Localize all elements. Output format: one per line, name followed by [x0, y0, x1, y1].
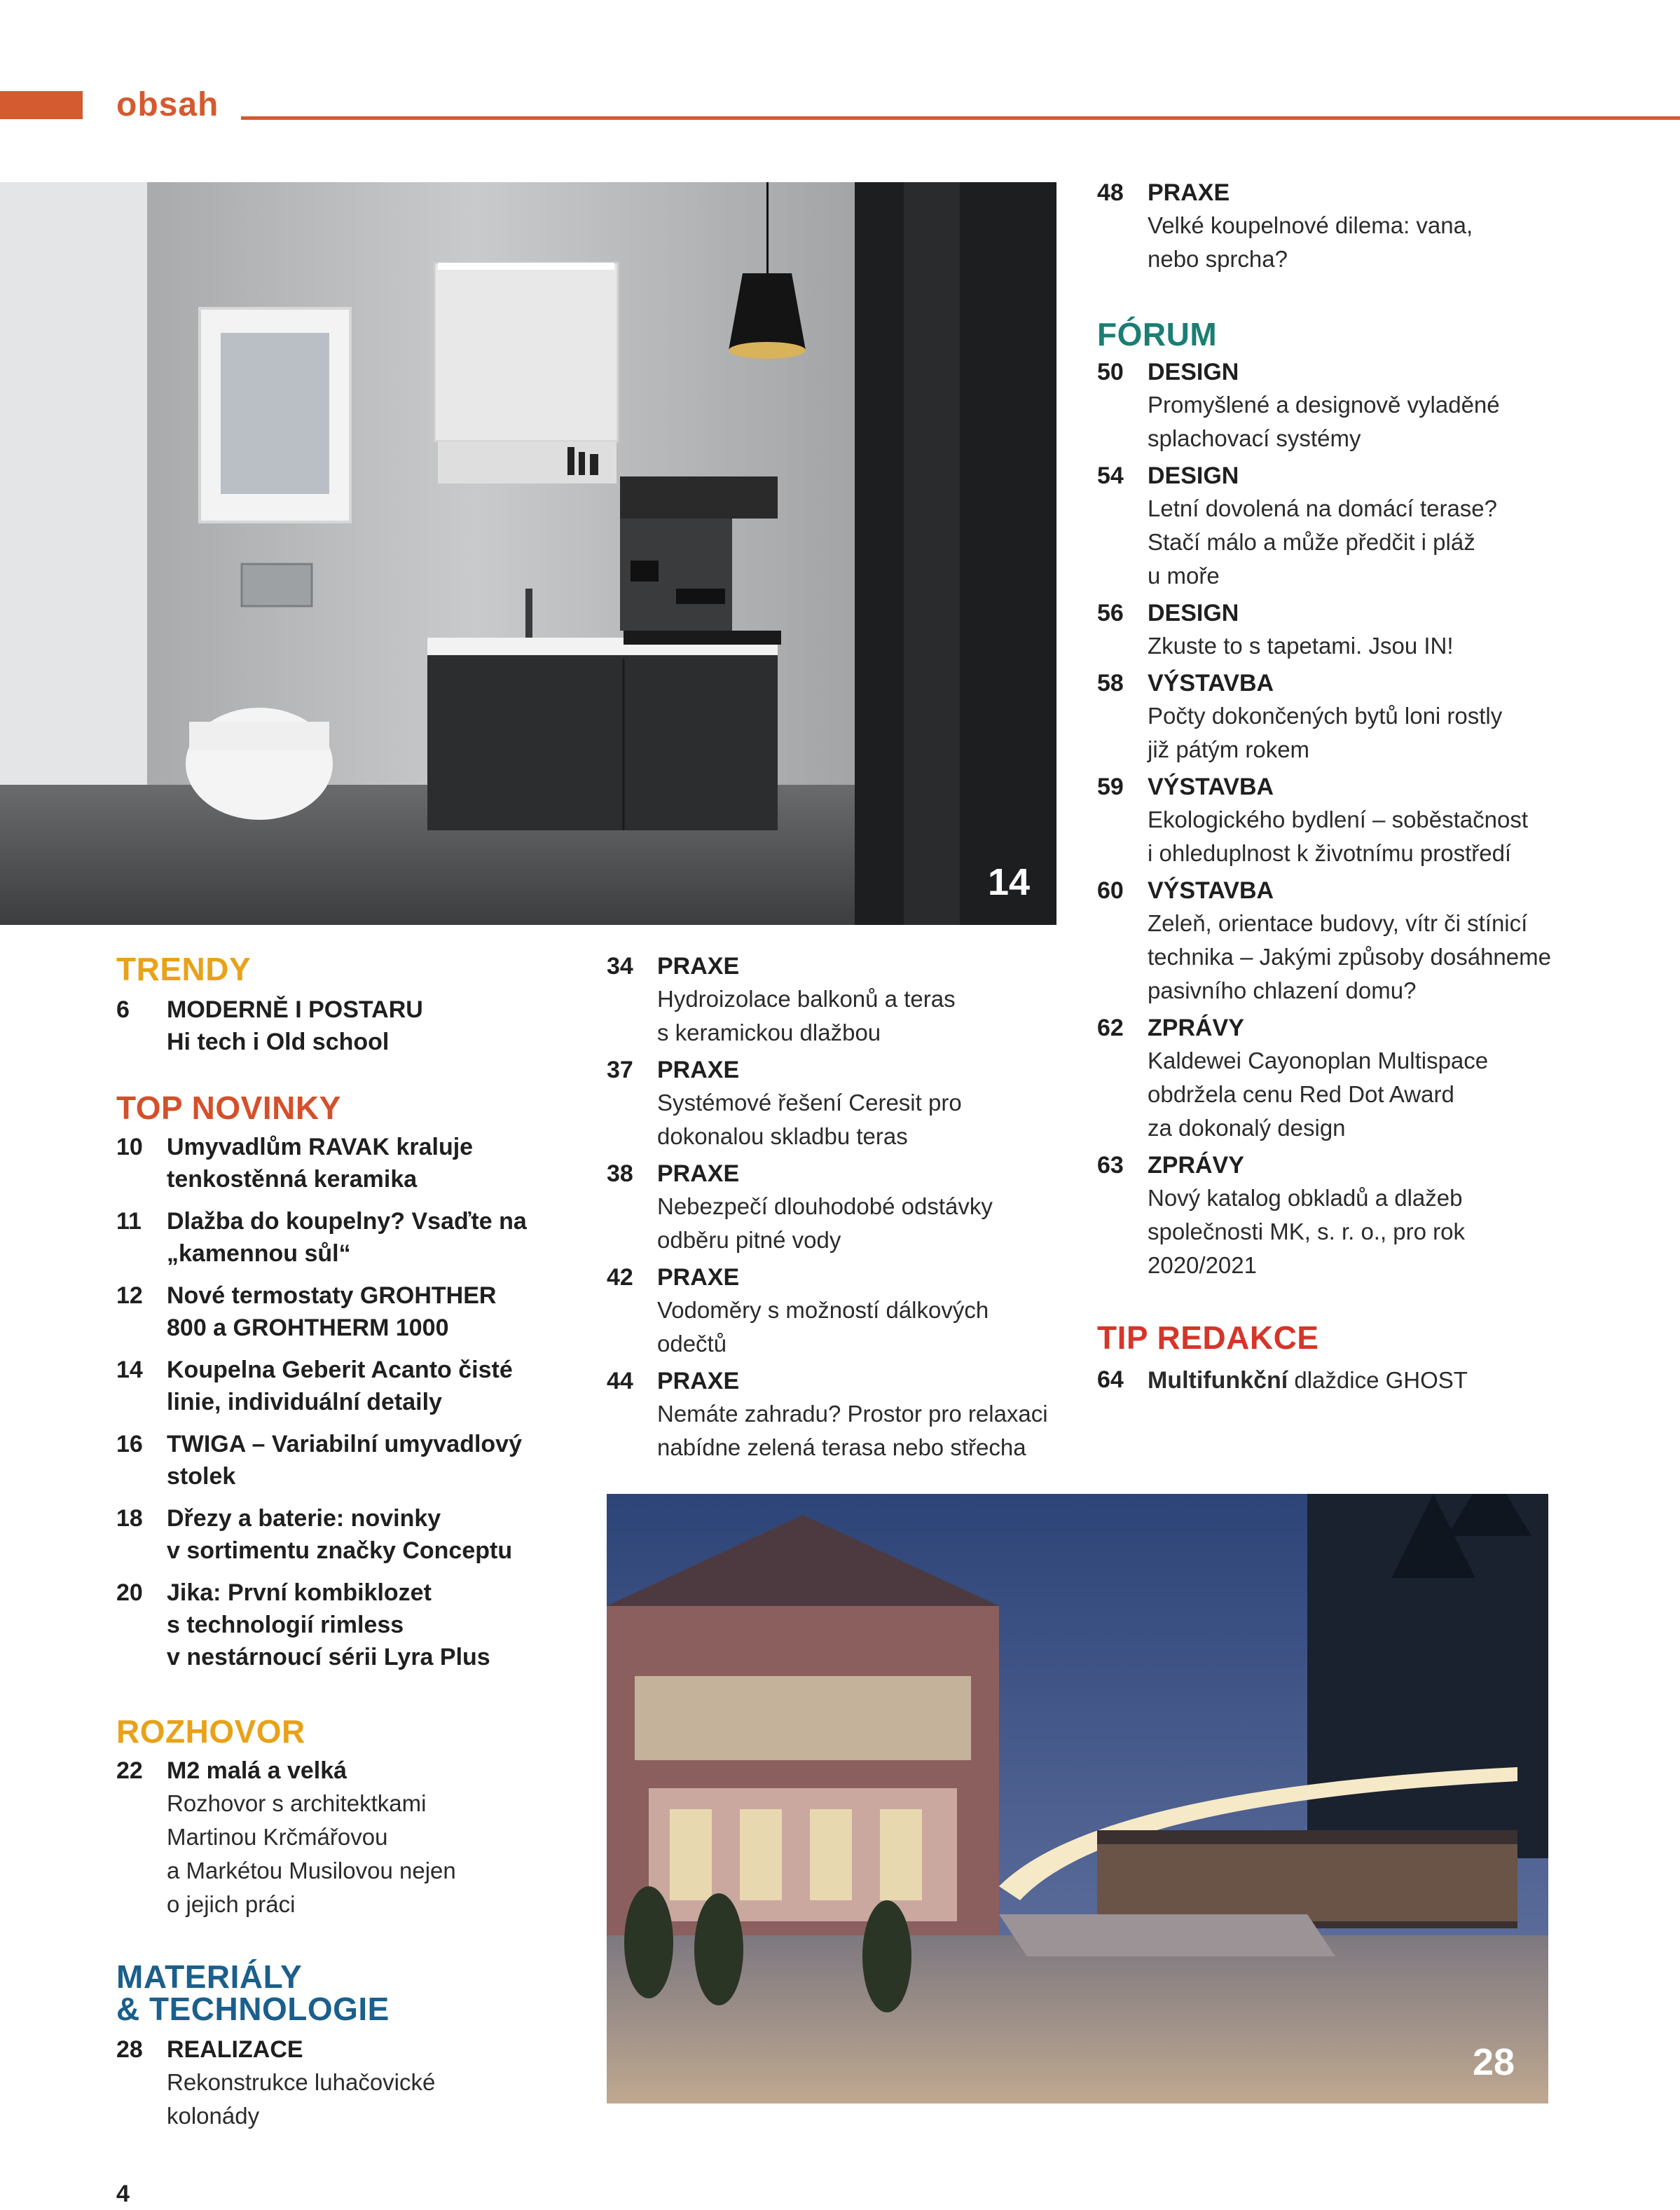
photo-page-number: 14 — [988, 861, 1031, 903]
toc-entry[interactable] — [116, 1354, 607, 1418]
section-heading-trendy: TRENDY — [116, 951, 252, 987]
entry-description: Systémové řešení Ceresit pro — [657, 1090, 962, 1116]
toc-entry[interactable] — [116, 1428, 607, 1492]
entry-category: ZPRÁVY — [1148, 1152, 1244, 1179]
entry-description: Nebezpečí dlouhodobé odstávky — [657, 1193, 993, 1219]
toc-entry[interactable] — [1097, 356, 1644, 455]
section-title: obsah — [116, 86, 219, 123]
bathroom-photo — [0, 182, 1056, 925]
entry-description: Promyšlené a designově vyladěné — [1148, 392, 1500, 418]
entry-description: s keramickou dlažbou — [657, 1020, 881, 1045]
entry-description: Rozhovor s architektkami — [167, 1790, 427, 1816]
entry-description: Nemáte zahradu? Prostor pro relaxaci — [657, 1401, 1048, 1427]
entry-category: M2 malá a velká — [167, 1757, 347, 1784]
entry-title: Multifunkční — [1148, 1367, 1288, 1394]
toc-entry[interactable] — [116, 1755, 607, 1921]
toc-entry[interactable] — [116, 994, 607, 1058]
header-accent-bar — [0, 91, 83, 119]
section-heading-tip-redakce: TIP REDAKCE — [1097, 1319, 1319, 1356]
entry-number: 22 — [116, 1757, 143, 1784]
entry-category: VÝSTAVBA — [1148, 670, 1274, 696]
entry-number: 37 — [607, 1057, 633, 1083]
entry-number: 10 — [116, 1134, 143, 1160]
entry-title: MODERNĚ I POSTARU — [167, 996, 423, 1023]
entry-description: u moře — [1148, 563, 1220, 589]
entry-number: 28 — [116, 2036, 143, 2063]
toc-entry[interactable] — [1097, 771, 1644, 870]
entry-description: a Markétou Musilovou nejen — [167, 1858, 456, 1883]
entry-description: Ekologického bydlení – soběstačnost — [1148, 807, 1529, 832]
toc-entry[interactable] — [116, 1577, 607, 1673]
entry-category: PRAXE — [657, 1264, 740, 1291]
entry-number: 16 — [116, 1431, 143, 1457]
toc-entry[interactable] — [607, 1054, 1097, 1153]
entry-number: 59 — [1097, 774, 1124, 800]
entry-title: „kamennou sůl“ — [167, 1240, 351, 1267]
entry-description: technika – Jakými způsoby dosáhneme — [1148, 944, 1551, 970]
entry-category: VÝSTAVBA — [1148, 774, 1274, 800]
entry-category: DESIGN — [1148, 462, 1239, 489]
entry-description: Zeleň, orientace budovy, vítr či stínicí — [1148, 910, 1528, 936]
entry-category: PRAXE — [657, 953, 740, 980]
entry-description: Nový katalog obkladů a dlažeb — [1148, 1185, 1463, 1211]
entry-title: Dřezy a baterie: novinky — [167, 1505, 441, 1532]
toc-entry[interactable] — [607, 1365, 1097, 1464]
entry-description: o jejich práci — [167, 1891, 296, 1917]
entry-description: kolonády — [167, 2103, 260, 2129]
entry-category: VÝSTAVBA — [1148, 877, 1274, 904]
entry-category: ZPRÁVY — [1148, 1015, 1244, 1041]
toc-right-column — [1097, 177, 1644, 1397]
entry-description: společnosti MK, s. r. o., pro rok — [1148, 1219, 1466, 1244]
entry-description: Počty dokončených bytů loni rostly — [1148, 703, 1503, 729]
entry-description: dlaždice GHOST — [1288, 1367, 1468, 1393]
entry-number: 11 — [116, 1208, 142, 1235]
toc-entry[interactable] — [116, 2033, 607, 2133]
section-heading-top-novinky: TOP NOVINKY — [116, 1090, 341, 1126]
entry-description: Vodoměry s možností dálkových — [657, 1297, 989, 1323]
section-heading-rozhovor: ROZHOVOR — [116, 1713, 305, 1750]
entry-title: tenkostěnná keramika — [167, 1166, 418, 1193]
entry-number: 6 — [116, 996, 130, 1023]
toc-entry[interactable] — [116, 1279, 607, 1344]
entry-title: Hi tech i Old school — [167, 1029, 390, 1055]
entry-title: Nové termostaty GROHTHER — [167, 1282, 497, 1309]
entry-description: Stačí málo a může předčit i pláž — [1148, 529, 1475, 555]
entry-number: 56 — [1097, 600, 1124, 626]
entry-category: REALIZACE — [167, 2036, 303, 2063]
entry-number: 63 — [1097, 1152, 1124, 1179]
heading-line: & TECHNOLOGIE — [116, 1991, 390, 2027]
entry-description: Rekonstrukce luhačovické — [167, 2069, 436, 2095]
entry-description: obdržela cenu Red Dot Award — [1148, 1081, 1454, 1107]
entry-category: DESIGN — [1148, 359, 1239, 385]
toc-entry[interactable] — [1097, 460, 1644, 593]
toc-entry[interactable] — [1097, 597, 1644, 663]
toc-entry[interactable] — [1097, 1364, 1644, 1397]
entry-description: dokonalou skladbu teras — [657, 1123, 908, 1149]
entry-title: linie, individuální detaily — [167, 1389, 442, 1415]
entry-number: 60 — [1097, 877, 1124, 904]
entry-description: pasivního chlazení domu? — [1148, 977, 1417, 1003]
section-heading-materialy — [116, 1958, 607, 2027]
entry-number: 48 — [1097, 179, 1124, 206]
entry-number: 14 — [116, 1357, 143, 1383]
entry-description: odběru pitné vody — [657, 1227, 841, 1253]
section-heading-forum: FÓRUM — [1097, 316, 1218, 352]
entry-description: za dokonalý design — [1148, 1115, 1346, 1141]
entry-description: 2020/2021 — [1148, 1252, 1257, 1278]
colonnade-photo — [607, 1494, 1548, 2103]
entry-title: Jika: První kombiklozet — [167, 1579, 432, 1606]
toc-entry[interactable] — [1097, 177, 1644, 276]
entry-category: PRAXE — [657, 1160, 740, 1187]
page-number: 4 — [116, 2181, 130, 2207]
toc-middle-column — [607, 950, 1097, 1464]
entry-title: 800 a GROHTHERM 1000 — [167, 1315, 449, 1341]
entry-number: 58 — [1097, 670, 1124, 696]
entry-description: Letní dovolená na domácí terase? — [1148, 495, 1498, 521]
entry-description: nabídne zelená terasa nebo střecha — [657, 1434, 1026, 1460]
entry-description: Kaldewei Cayonoplan Multispace — [1148, 1048, 1489, 1073]
entry-number: 62 — [1097, 1015, 1124, 1041]
entry-description: Hydroizolace balkonů a teras — [657, 986, 956, 1012]
entry-number: 50 — [1097, 359, 1124, 385]
toc-entry[interactable] — [1097, 667, 1644, 767]
header-rule — [241, 116, 1680, 120]
entry-category: DESIGN — [1148, 600, 1239, 626]
toc-entry[interactable] — [607, 1261, 1097, 1361]
toc-entry[interactable] — [607, 1158, 1097, 1257]
entry-title: stolek — [167, 1463, 236, 1490]
entry-description: odečtů — [657, 1331, 727, 1357]
entry-description: Zkuste to s tapetami. Jsou IN! — [1148, 633, 1454, 659]
entry-number: 54 — [1097, 462, 1124, 489]
entry-title: Dlažba do koupelny? Vsaďte na — [167, 1208, 527, 1235]
entry-number: 18 — [116, 1505, 143, 1532]
toc-entry[interactable] — [116, 1502, 607, 1567]
entry-title: Koupelna Geberit Acanto čisté — [167, 1357, 513, 1383]
entry-title: s technologií rimless — [167, 1612, 404, 1638]
entry-title: Umyvadlům RAVAK kraluje — [167, 1134, 474, 1160]
toc-entry[interactable] — [607, 950, 1097, 1050]
entry-description: i ohleduplnost k životnímu prostředí — [1148, 840, 1512, 866]
entry-description: již pátým rokem — [1148, 736, 1310, 762]
entry-number: 12 — [116, 1282, 143, 1309]
toc-entry[interactable] — [1097, 874, 1644, 1008]
entry-description: Velké koupelnové dilema: vana, — [1148, 212, 1473, 238]
entry-description: Martinou Krčmářovou — [167, 1824, 388, 1850]
entry-category: PRAXE — [657, 1368, 740, 1394]
toc-entry[interactable] — [116, 1205, 607, 1270]
entry-description: splachovací systémy — [1148, 425, 1361, 451]
entry-category: PRAXE — [657, 1057, 740, 1083]
entry-number: 42 — [607, 1264, 633, 1291]
photo-page-number: 28 — [1473, 2041, 1515, 2083]
entry-number: 20 — [116, 1579, 143, 1606]
toc-left-column — [116, 950, 607, 2133]
toc-entry[interactable] — [1097, 1149, 1644, 1282]
entry-title: v sortimentu značky Conceptu — [167, 1537, 513, 1564]
entry-number: 38 — [607, 1160, 633, 1187]
entry-title: TWIGA – Variabilní umyvadlový — [167, 1431, 522, 1457]
entry-title: v nestárnoucí sérii Lyra Plus — [167, 1644, 490, 1670]
toc-entry[interactable] — [116, 1131, 607, 1195]
heading-line: MATERIÁLY — [116, 1958, 303, 1995]
entry-number: 34 — [607, 953, 633, 980]
toc-entry[interactable] — [1097, 1012, 1644, 1145]
entry-category: PRAXE — [1148, 179, 1230, 206]
entry-number: 64 — [1097, 1366, 1124, 1393]
entry-number: 44 — [607, 1368, 633, 1394]
entry-description: nebo sprcha? — [1148, 246, 1288, 272]
